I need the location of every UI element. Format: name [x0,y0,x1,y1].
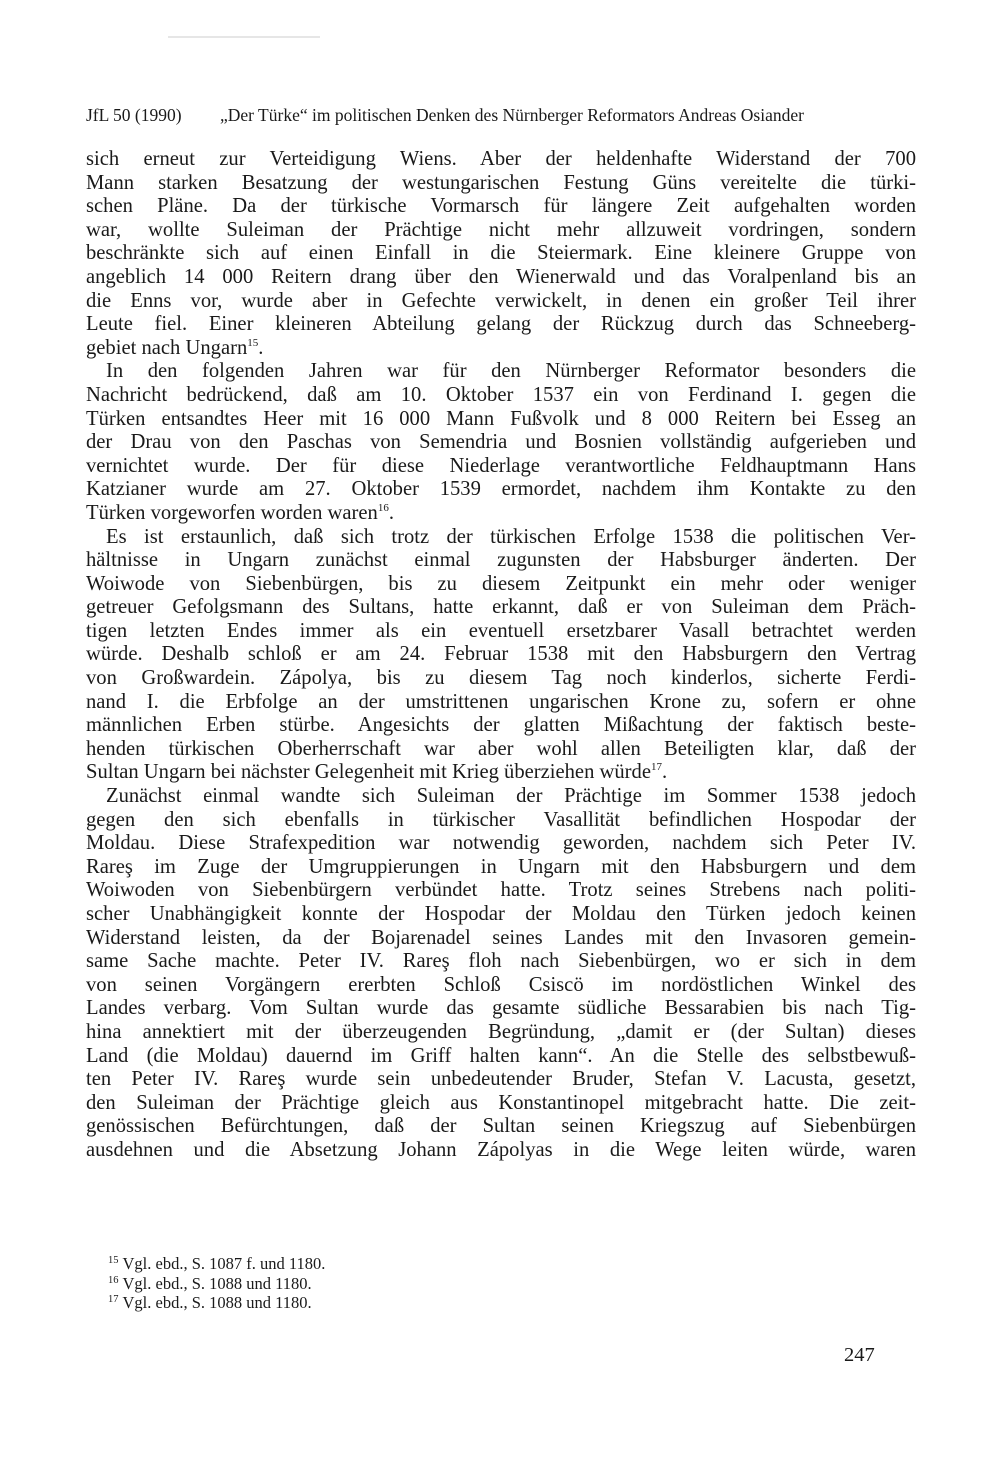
footnote-number: 17 [108,1294,119,1305]
text-line: den Suleiman der Prächtige gleich aus Konstantinopel mitgebracht hatte. Die zeit- [86,1091,916,1114]
text-fragment: . [388,501,394,524]
footnote-text: Vgl. ebd., S. 1088 und 1180. [122,1293,312,1312]
paragraph-4 [86,785,916,1163]
text-line: tigen letzten Endes immer als ein eventuell ersetzbarer Vasall betrachtet werden [86,619,916,642]
text-line: henden türkischen Oberherrschaft war aber wohl allen Beteiligten klar, daß der [86,737,916,760]
text-line: von seinen Vorgängern ererbten Schloß Csiscö im nordöstlichen Winkel des [86,973,916,996]
footnote-number: 15 [108,1255,119,1266]
footnote-marker[interactable]: 17 [650,761,662,774]
footnote [108,1274,608,1294]
text-line: Woiwoden von Siebenbürgern verbündet hatte. Trotz seines Strebens nach politi- [86,879,916,902]
text-line: männlichen Erben stürbe. Angesichts der glatten Mißachtung der faktisch beste- [86,714,916,737]
text-line: von Großwardein. Zápolya, bis zu diesem Tag noch kinderlos, sicherte Ferdi- [86,667,916,690]
text-line: war, wollte Suleiman der Prächtige nicht mehr allzuweit vordringen, sondern [86,218,916,241]
text-line: In den folgenden Jahren war für den Nürnberger Reformator besonders die [106,360,916,383]
text-fragment: gebiet nach Ungarn [86,336,248,359]
footnote-marker[interactable]: 15 [247,336,259,349]
text-fragment: Türken vorgeworfen worden waren [86,501,378,524]
text-line: nand I. die Erbfolge an der umstrittenen ungarischen Krone zu, sofern er ohne [86,690,916,713]
text-line: ausdehnen und die Absetzung Johann Zápolyas in die Wege leiten würde, waren [86,1138,916,1161]
footnote-marker[interactable]: 16 [377,501,389,514]
running-head [86,102,916,128]
text-line: getreuer Gefolgsmann des Sultans, hatte erkannt, daß er von Suleiman dem Präch- [86,596,916,619]
top-rule [168,36,320,38]
page-number: 247 [844,1344,875,1366]
footnotes [108,1254,608,1313]
text-line [86,337,916,361]
text-line: vernichtet wurde. Der für diese Niederlage verantwortliche Feldhauptmann Hans [86,454,916,477]
text-line: Katzianer wurde am 27. Oktober 1539 ermordet, nachdem ihm Kontakte zu den [86,478,916,501]
text-line: die Enns vor, wurde aber in Gefechte verwickelt, in denen ein großer Teil ihrer [86,289,916,312]
footnote-number: 16 [108,1274,119,1286]
text-line: Nachricht bedrückend, daß am 10. Oktober 1537 ein von Ferdinand I. gegen die [86,383,916,406]
text-line: beschränkte sich auf einen Einfall in die Steiermark. Eine kleinere Gruppe von [86,242,916,265]
footnote [108,1293,608,1313]
text-line: Mann starken Besatzung der westungarischen Festung Güns vereitelte die türki- [86,171,916,194]
text-line [86,761,916,785]
text-line: Woiwode von Siebenbürgen, bis zu diesem Zeitpunkt ein mehr oder weniger [86,572,916,595]
text-fragment: Sultan Ungarn bei nächster Gelegenheit mit Krieg überziehen würde [86,761,651,784]
text-fragment: . [258,336,264,359]
text-line: ten Peter IV. Rareş wurde sein unbedeutender Bruder, Stefan V. Lacusta, gesetzt, [86,1068,916,1091]
text-line: Zunächst einmal wandte sich Suleiman der Prächtige im Sommer 1538 jedoch [106,785,916,808]
paragraph-2 [86,360,916,525]
text-line: würde. Deshalb schloß er am 24. Februar 1538 mit den Habsburgern den Vertrag [86,643,916,666]
text-line: der Drau von den Paschas von Semendria und Bosnien vollständig aufgerieben und [86,431,916,454]
footnote-text: Vgl. ebd., S. 1088 und 1180. [122,1273,312,1293]
text-line: Moldau. Diese Strafexpedition war notwendig geworden, nachdem sich Peter IV. [86,832,916,855]
paragraph-1 [86,148,916,360]
text-line: sich erneut zur Verteidigung Wiens. Aber der heldenhafte Widerstand der 700 [86,148,916,170]
text-line: Landes verbarg. Vom Sultan wurde das gesamte südliche Bessarabien bis nach Tig- [86,997,916,1020]
body-text [86,148,916,1163]
paragraph-3 [86,526,916,786]
text-line: Rareş im Zuge der Umgruppierungen in Ungarn mit den Habsburgern und dem [86,855,916,878]
text-line: hältnisse in Ungarn zunächst einmal zugunsten der Habsburger änderten. Der [86,549,916,572]
text-line: Leute fiel. Einer kleineren Abteilung gelang der Rückzug durch das Schneeberg- [86,313,916,336]
journal-reference: JfL 50 (1990) [86,105,182,125]
text-line [86,502,916,526]
text-line: genössischen Befürchtungen, daß der Sultan seinen Kriegszug auf Siebenbürgen [86,1115,916,1138]
footnote [108,1254,608,1274]
text-line: same Sache machte. Peter IV. Rareş floh nach Siebenbürgen, wo er sich in dem [86,950,916,973]
text-line: hina annektiert mit der überzeugenden Begründung, „damit er (der Sultan) dieses [86,1020,916,1043]
text-line: schen Pläne. Da der türkische Vormarsch für längere Zeit aufgehalten worden [86,195,916,218]
text-line: Es ist erstaunlich, daß sich trotz der türkischen Erfolge 1538 die politischen Ver- [106,525,916,548]
text-line: scher Unabhängigkeit konnte der Hospodar der Moldau den Türken jedoch keinen [86,903,916,925]
text-line: gegen den sich ebenfalls in türkischer Vasallität befindlichen Hospodar der [86,808,916,831]
text-fragment: . [661,761,668,784]
running-title: „Der Türke“ im politischen Denken des Nürnberger Reformators Andreas Osiander [220,105,804,125]
text-line: Widerstand leisten, da der Bojarenadel seines Landes mit den Invasoren gemein- [86,926,916,949]
text-line: angeblich 14 000 Reitern drang über den Wienerwald und das Voralpenland bis an [86,265,916,288]
text-line: Türken entsandtes Heer mit 16 000 Mann Fußvolk und 8 000 Reitern bei Esseg an [86,407,916,430]
text-line: Land (die Moldau) dauernd im Griff halten kann“. An die Stelle des selbstbewuß- [86,1044,916,1067]
footnote-text: Vgl. ebd., S. 1087 f. und 1180. [122,1254,326,1273]
